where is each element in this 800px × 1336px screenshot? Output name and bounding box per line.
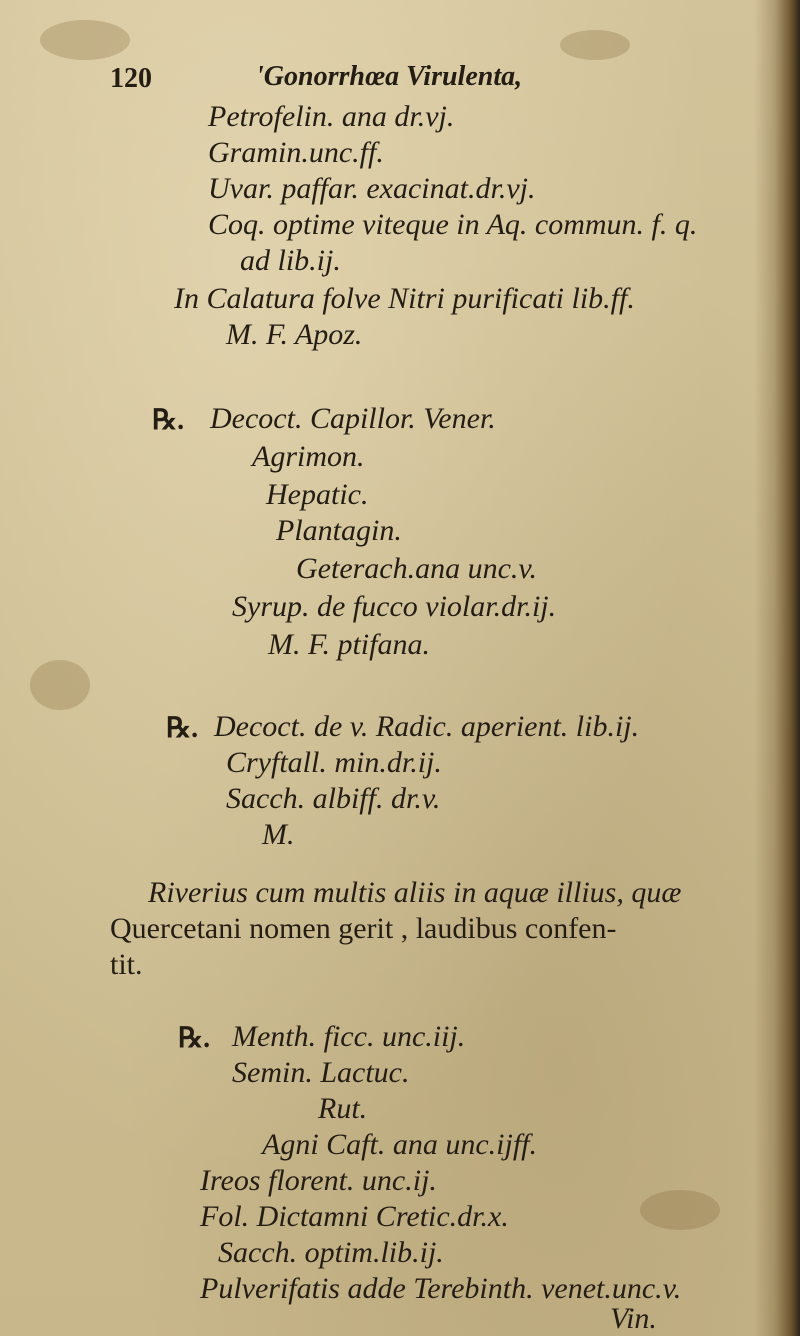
paragraph-line3: tit. [110,948,143,981]
page-edge-shadow [754,0,800,1336]
page-number: 120 [110,63,152,94]
recipe4-line8: Pulverifatis adde Terebinth. venet.unc.v. [200,1272,682,1305]
recipe3-line2: Cryftall. min.dr.ij. [226,746,442,779]
foxing-stain [560,30,630,60]
recipe-symbol: ℞. [166,713,199,744]
recipe-symbol: ℞. [152,405,185,436]
recipe4-line7: Sacch. optim.lib.ij. [218,1236,444,1269]
recipe4-line3: Rut. [318,1092,368,1125]
recipe2-line2: Agrimon. [252,440,365,473]
recipe1-line4: Coq. optime viteque in Aq. commun. f. q. [208,208,698,241]
foxing-stain [30,660,90,710]
recipe3-line1: Decoct. de v. Radic. aperient. lib.ij. [214,710,640,743]
recipe1-line1: Petrofelin. ana dr.vj. [208,100,455,133]
recipe4-line5: Ireos florent. unc.ij. [200,1164,437,1197]
recipe2-line7: M. F. ptifana. [268,628,430,661]
recipe2-line3: Hepatic. [266,478,369,511]
foxing-stain [40,20,130,60]
recipe-symbol: ℞. [178,1023,211,1054]
recipe4-line4: Agni Caft. ana unc.ijff. [262,1128,537,1161]
recipe2-line5: Geterach.ana unc.v. [296,552,538,585]
recipe4-line1: Menth. ficc. unc.iij. [232,1020,466,1053]
recipe4-line6: Fol. Dictamni Cretic.dr.x. [200,1200,509,1233]
recipe3-line3: Sacch. albiff. dr.v. [226,782,441,815]
author-name: Riverius cum multis aliis in aquæ illius, quæ [148,876,682,909]
recipe2-line6: Syrup. de fucco violar.dr.ij. [232,590,557,623]
recipe1-line7: M. F. Apoz. [226,318,363,351]
recipe2-line4: Plantagin. [276,514,402,547]
recipe2-line1: Decoct. Capillor. Vener. [210,402,496,435]
recipe3-line4: M. [262,818,295,851]
recipe4-line9: Vin. [610,1302,657,1335]
running-title: 'Gonorrhœa Virulenta, [256,61,523,92]
recipe1-line5: ad lib.ij. [240,244,341,277]
paragraph-line1 [148,876,681,910]
paragraph-line2: Quercetani nomen gerit , laudibus confen- [110,912,617,945]
recipe4-line2: Semin. Lactuc. [232,1056,410,1089]
recipe1-line2: Gramin.unc.ff. [208,136,384,169]
foxing-stain [640,1190,720,1230]
recipe1-line3: Uvar. paffar. exacinat.dr.vj. [208,172,536,205]
recipe1-line6: In Calatura folve Nitri purificati lib.ff. [174,282,635,315]
